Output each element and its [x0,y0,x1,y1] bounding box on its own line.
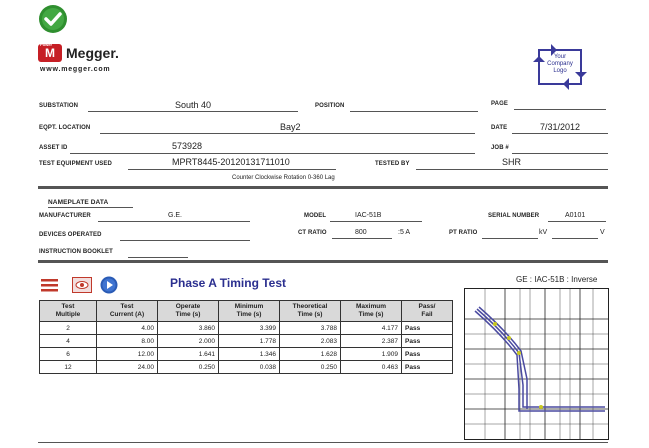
table-cell: 24.00 [97,361,158,374]
test-equipment-value[interactable]: MPRT8445-20120131711010 [172,157,290,167]
manufacturer-label: MANUFACTURER [39,213,91,219]
date-label: DATE [491,125,508,131]
col-pass-fail: Pass/ Fail [402,301,453,322]
curve-point [493,322,497,326]
serial-number-label: SERIAL NUMBER [488,213,540,219]
table-row[interactable] [40,322,453,335]
substation-label: SUBSTATION [39,103,79,109]
test-equipment-label: TEST EQUIPMENT USED [39,161,112,167]
table-cell: 0.250 [280,361,341,374]
curve-point [517,351,521,355]
col-test-multiple: Test Multiple [40,301,97,322]
pt-ratio-v-unit: V [600,229,605,236]
table-cell: 12.00 [97,348,158,361]
model-label: MODEL [304,213,327,219]
table-cell: Pass [402,348,453,361]
curve-label: GE : IAC-51B : Inverse [516,275,598,284]
company-logo-line-1: Your [553,54,567,60]
table-cell: 0.250 [158,361,219,374]
table-cell: 6 [40,348,97,361]
col-minimum-time: Minimum Time (s) [219,301,280,322]
instruction-booklet-label: INSTRUCTION BOOKLET [39,249,113,255]
table-cell: 4.177 [341,322,402,335]
table-cell: 8.00 [97,335,158,348]
company-logo-line-2: Company [547,61,573,67]
table-cell: 2.000 [158,335,219,348]
table-cell: 2 [40,322,97,335]
section-divider-bottom [38,260,608,263]
table-cell: Pass [402,322,453,335]
asset-id-label: ASSET ID [39,145,68,151]
megger-logo-badge: Power [40,42,53,47]
table-cell: 1.909 [341,348,402,361]
section-divider-top [38,186,608,189]
table-cell: Pass [402,361,453,374]
tested-by-value[interactable]: SHR [502,157,522,167]
asset-id-value[interactable]: 573928 [172,141,203,151]
table-cell: 4 [40,335,97,348]
col-maximum-time: Maximum Time (s) [341,301,402,322]
model-value[interactable]: IAC-51B [355,212,382,219]
substation-value[interactable]: South 40 [175,100,212,110]
ct-ratio-label: CT RATIO [298,230,327,236]
ct-ratio-unit: :5 A [398,229,411,236]
ct-ratio-value[interactable]: 800 [355,229,367,236]
table-cell: 12 [40,361,97,374]
megger-logo-glyph: M [45,46,55,60]
footer-rule [38,442,608,443]
table-cell: 3.788 [280,322,341,335]
status-check-icon [38,4,68,34]
rotation-note: Counter Clockwise Rotation 0-360 Lag [232,175,335,181]
table-cell: Pass [402,335,453,348]
time-current-curve-plot [464,288,609,440]
table-cell: 3.860 [158,322,219,335]
company-logo [531,44,589,90]
pt-ratio-kv-unit: kV [539,229,548,236]
manufacturer-value[interactable]: G.E. [168,212,183,219]
table-cell: 1.641 [158,348,219,361]
col-operate-time: Operate Time (s) [158,301,219,322]
megger-url: www.megger.com [40,66,111,73]
megger-logo [38,44,138,76]
position-label: POSITION [315,103,345,109]
eye-icon[interactable] [72,277,92,293]
curve-point [539,405,543,409]
tested-by-label: TESTED BY [375,161,410,167]
table-cell: 1.778 [219,335,280,348]
table-row[interactable] [40,348,453,361]
table-cell: 0.463 [341,361,402,374]
table-row[interactable] [40,335,453,348]
menu-icon[interactable] [40,277,60,293]
serial-number-value[interactable]: A0101 [565,212,586,219]
devices-operated-label: DEVICES OPERATED [39,232,102,238]
table-cell: 1.346 [219,348,280,361]
nameplate-heading: NAMEPLATE DATA [48,199,109,206]
pt-ratio-label: PT RATIO [449,230,478,236]
megger-brand-name: Megger. [66,45,119,61]
table-cell: 0.038 [219,361,280,374]
play-icon[interactable] [100,276,118,294]
curve-point [507,336,511,340]
table-cell: 2.387 [341,335,402,348]
page-label: PAGE [491,101,508,107]
curve-svg [465,289,608,439]
table-row[interactable] [40,361,453,374]
eqpt-location-value[interactable]: Bay2 [280,122,301,132]
col-theoretical-time: Theoretical Time (s) [280,301,341,322]
col-test-current: Test Current (A) [97,301,158,322]
timing-test-title: Phase A Timing Test [170,276,287,290]
table-cell: 3.399 [219,322,280,335]
company-logo-line-3: Logo [553,68,567,74]
date-value[interactable]: 7/31/2012 [540,122,581,132]
table-cell: 4.00 [97,322,158,335]
job-label: JOB # [491,145,509,151]
table-cell: 2.083 [280,335,341,348]
timing-table [39,300,453,374]
table-cell: 1.628 [280,348,341,361]
eqpt-location-label: EQPT. LOCATION [39,125,91,131]
